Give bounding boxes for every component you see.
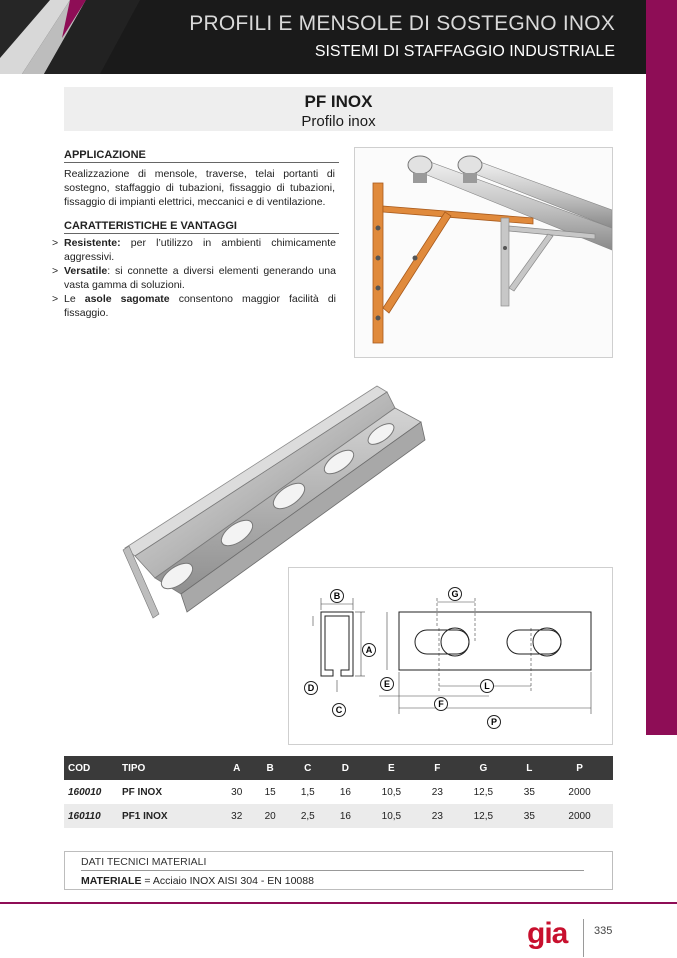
feature-rest: : si connette a diversi elementi generando una vasta gamma di soluzioni. (64, 265, 336, 291)
header-subtitle: SISTEMI DI STAFFAGGIO INDUSTRIALE (314, 43, 615, 60)
table-cell: 30 (220, 780, 253, 804)
application-photo (354, 147, 613, 358)
product-subtitle: Profilo inox (301, 113, 376, 130)
label-c: C (335, 705, 343, 715)
table-cell: 23 (421, 804, 454, 828)
cell-cod: 160010 (64, 780, 120, 804)
table-row (64, 804, 613, 828)
table-cell: 16 (329, 780, 362, 804)
label-l: L (484, 681, 490, 691)
header-facets-graphic (0, 0, 140, 74)
label-p: P (490, 717, 498, 727)
footer-divider (0, 902, 677, 904)
table-cell: 2000 (546, 804, 613, 828)
page-number: 335 (594, 925, 613, 937)
label-a: A (365, 645, 373, 655)
feature-rest: per l’utilizzo in ambienti chimicamente aggressivi. (64, 237, 336, 263)
materials-box (64, 851, 613, 890)
col-header: COD (64, 756, 120, 780)
bracket-illustration (355, 148, 612, 357)
header-title: PROFILI E MENSOLE DI SOSTEGNO INOX (189, 12, 615, 35)
application-text: Realizzazione di mensole, traverse, telai portanti di sostegno, staffaggio di tubazioni, fissaggio di tubazioni, fissaggio di impianti elettrici, meccanici e di ventilazione. (64, 168, 335, 208)
bullet-marker: > (52, 293, 59, 305)
materials-heading: DATI TECNICI MATERIALI (81, 856, 584, 871)
materials-value: = Acciaio INOX AISI 304 - EN 10088 (141, 875, 314, 887)
label-b: B (333, 591, 341, 601)
product-name: PF INOX (304, 92, 373, 111)
col-header: A (220, 756, 253, 780)
label-e: E (383, 679, 391, 689)
page-header (0, 0, 677, 74)
table-cell: 35 (513, 804, 546, 828)
gia-logo: gia (527, 917, 568, 950)
feature-pre: Le (64, 293, 85, 305)
table-cell: 16 (329, 804, 362, 828)
table-cell: 2,5 (287, 804, 329, 828)
table-cell: 32 (220, 804, 253, 828)
features-list (52, 237, 336, 321)
feature-item (52, 293, 336, 320)
technical-diagram (288, 567, 613, 745)
label-g: G (451, 589, 459, 599)
bullet-marker: > (52, 237, 59, 249)
materials-line (81, 875, 314, 887)
col-header: B (253, 756, 286, 780)
col-header: D (329, 756, 362, 780)
label-f: F (438, 699, 444, 709)
feature-item (52, 265, 336, 292)
side-accent-strip (646, 0, 677, 735)
footer-separator (583, 919, 584, 957)
table-cell: 15 (253, 780, 286, 804)
col-header: F (421, 756, 454, 780)
table-cell: 20 (253, 804, 286, 828)
table-header-row (64, 756, 613, 780)
feature-bold: Versatile (64, 265, 108, 277)
cell-cod: 160110 (64, 804, 120, 828)
materials-label: MATERIALE (81, 875, 142, 887)
product-spec-table (64, 756, 613, 828)
col-header: TIPO (120, 756, 220, 780)
table-cell: 12,5 (454, 804, 513, 828)
table-cell: 10,5 (362, 780, 421, 804)
bullet-marker: > (52, 265, 59, 277)
dimension-drawing (289, 568, 612, 744)
product-title-box (64, 87, 613, 131)
col-header: L (513, 756, 546, 780)
feature-bold: Resistente: (64, 237, 121, 249)
col-header: E (362, 756, 421, 780)
feature-rest: consentono maggior facilità di fissaggio. (64, 293, 336, 319)
label-d: D (307, 683, 315, 693)
table-cell: 35 (513, 780, 546, 804)
feature-bold: asole sagomate (84, 293, 170, 305)
col-header: C (287, 756, 329, 780)
table-cell: 1,5 (287, 780, 329, 804)
table-cell: 12,5 (454, 780, 513, 804)
table-cell: 23 (421, 780, 454, 804)
table-row (64, 780, 613, 804)
application-heading: APPLICAZIONE (64, 149, 339, 163)
features-heading: CARATTERISTICHE E VANTAGGI (64, 220, 339, 234)
cell-tipo: PF1 INOX (120, 804, 220, 828)
feature-item (52, 237, 336, 264)
col-header: G (454, 756, 513, 780)
cell-tipo: PF INOX (120, 780, 220, 804)
table-cell: 2000 (546, 780, 613, 804)
table-cell: 10,5 (362, 804, 421, 828)
col-header: P (546, 756, 613, 780)
